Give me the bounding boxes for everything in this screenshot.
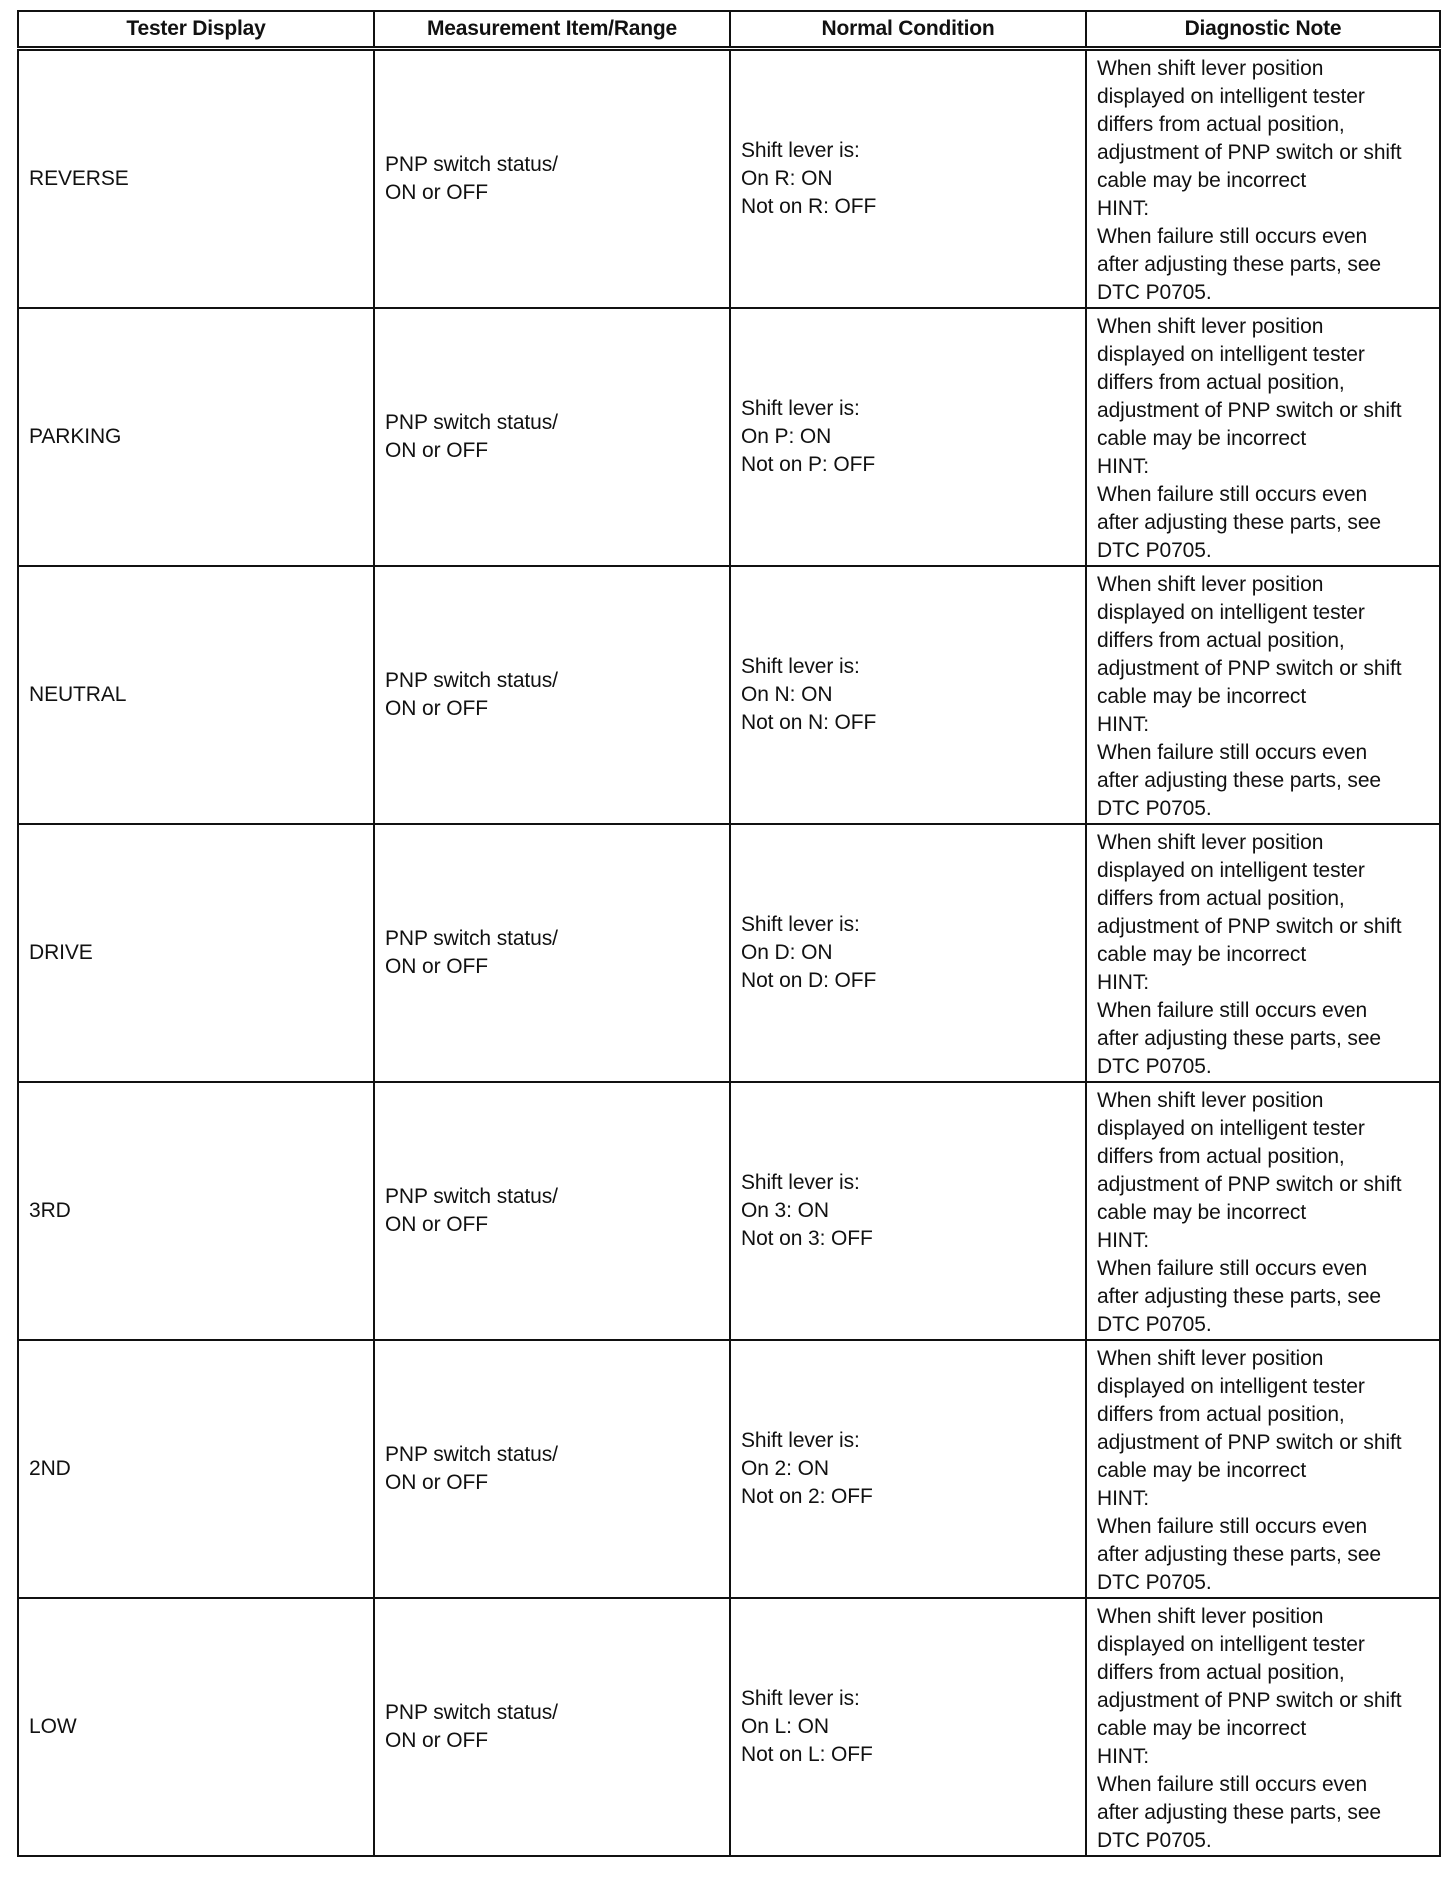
note-line: differs from actual position, (1097, 629, 1345, 652)
note-line: HINT: (1097, 1487, 1150, 1510)
note-line: differs from actual position, (1097, 887, 1345, 910)
measurement-line: ON or OFF (385, 181, 488, 204)
table-header (18, 11, 1440, 49)
tester-display-cell: 3RD (18, 1082, 374, 1340)
measurement-line: PNP switch status/ (385, 1443, 558, 1466)
note-line: DTC P0705. (1097, 1829, 1212, 1852)
document-page (17, 10, 1439, 1857)
condition-cell (730, 824, 1086, 1082)
note-line: DTC P0705. (1097, 1055, 1212, 1078)
note-line: When shift lever position (1097, 573, 1324, 596)
condition-line: Not on N: OFF (741, 711, 877, 734)
note-line: When failure still occurs even (1097, 1773, 1368, 1796)
note-line: after adjusting these parts, see (1097, 769, 1381, 792)
note-line: displayed on intelligent tester (1097, 1633, 1365, 1656)
measurement-cell (374, 1598, 730, 1856)
note-line: adjustment of PNP switch or shift (1097, 915, 1402, 938)
measurement-line: PNP switch status/ (385, 927, 558, 950)
condition-line: Not on R: OFF (741, 195, 877, 218)
measurement-line: PNP switch status/ (385, 1185, 558, 1208)
measurement-line: ON or OFF (385, 1213, 488, 1236)
note-line: displayed on intelligent tester (1097, 1375, 1365, 1398)
note-line: displayed on intelligent tester (1097, 859, 1365, 882)
note-line: displayed on intelligent tester (1097, 1117, 1365, 1140)
note-line: adjustment of PNP switch or shift (1097, 141, 1402, 164)
table-row (18, 824, 1440, 1082)
note-line: HINT: (1097, 1229, 1150, 1252)
note-line: When shift lever position (1097, 1347, 1324, 1370)
condition-line: Not on 3: OFF (741, 1227, 873, 1250)
tester-display-cell: PARKING (18, 308, 374, 566)
condition-line: Shift lever is: (741, 139, 860, 162)
note-line: HINT: (1097, 971, 1150, 994)
note-line: adjustment of PNP switch or shift (1097, 1173, 1402, 1196)
note-line: differs from actual position, (1097, 113, 1345, 136)
note-line: HINT: (1097, 713, 1150, 736)
condition-line: On 3: ON (741, 1199, 829, 1222)
note-line: cable may be incorrect (1097, 427, 1307, 450)
note-line: When shift lever position (1097, 57, 1324, 80)
condition-cell (730, 566, 1086, 824)
table-row (18, 1082, 1440, 1340)
note-line: adjustment of PNP switch or shift (1097, 399, 1402, 422)
measurement-cell (374, 1340, 730, 1598)
table-body (18, 49, 1440, 1857)
diagnostic-note-cell (1086, 566, 1440, 824)
condition-line: On D: ON (741, 941, 833, 964)
measurement-line: PNP switch status/ (385, 153, 558, 176)
note-line: adjustment of PNP switch or shift (1097, 1431, 1402, 1454)
note-line: displayed on intelligent tester (1097, 601, 1365, 624)
note-line: When failure still occurs even (1097, 225, 1368, 248)
header-row (18, 11, 1440, 49)
condition-line: On P: ON (741, 425, 832, 448)
condition-line: Not on 2: OFF (741, 1485, 873, 1508)
diagnostic-note-cell (1086, 1082, 1440, 1340)
measurement-cell (374, 566, 730, 824)
measurement-line: ON or OFF (385, 1729, 488, 1752)
note-line: When failure still occurs even (1097, 999, 1368, 1022)
measurement-line: ON or OFF (385, 955, 488, 978)
note-line: DTC P0705. (1097, 539, 1212, 562)
note-line: cable may be incorrect (1097, 1717, 1307, 1740)
condition-line: Not on D: OFF (741, 969, 877, 992)
note-line: cable may be incorrect (1097, 685, 1307, 708)
note-line: differs from actual position, (1097, 1145, 1345, 1168)
condition-line: On R: ON (741, 167, 833, 190)
condition-cell (730, 308, 1086, 566)
table-row (18, 1340, 1440, 1598)
note-line: DTC P0705. (1097, 281, 1212, 304)
header-tester-display: Tester Display (18, 11, 374, 49)
note-line: When shift lever position (1097, 1089, 1324, 1112)
note-line: adjustment of PNP switch or shift (1097, 657, 1402, 680)
measurement-line: PNP switch status/ (385, 669, 558, 692)
measurement-cell (374, 308, 730, 566)
header-diagnostic-note: Diagnostic Note (1086, 11, 1440, 49)
condition-line: On N: ON (741, 683, 833, 706)
condition-line: Shift lever is: (741, 655, 860, 678)
condition-line: On 2: ON (741, 1457, 829, 1480)
table-row (18, 1598, 1440, 1856)
note-line: When shift lever position (1097, 315, 1324, 338)
condition-cell (730, 1598, 1086, 1856)
diagnostic-note-cell (1086, 824, 1440, 1082)
note-line: after adjusting these parts, see (1097, 1801, 1381, 1824)
note-line: When shift lever position (1097, 831, 1324, 854)
condition-line: Not on L: OFF (741, 1743, 873, 1766)
note-line: after adjusting these parts, see (1097, 1285, 1381, 1308)
tester-display-cell: LOW (18, 1598, 374, 1856)
condition-cell (730, 1082, 1086, 1340)
table-row (18, 566, 1440, 824)
note-line: When failure still occurs even (1097, 483, 1368, 506)
measurement-line: ON or OFF (385, 697, 488, 720)
note-line: DTC P0705. (1097, 1313, 1212, 1336)
condition-line: Shift lever is: (741, 913, 860, 936)
diagnostic-note-cell (1086, 49, 1440, 309)
note-line: When failure still occurs even (1097, 1515, 1368, 1538)
note-line: displayed on intelligent tester (1097, 85, 1365, 108)
diagnostic-note-cell (1086, 308, 1440, 566)
diagnostic-note-cell (1086, 1598, 1440, 1856)
measurement-line: PNP switch status/ (385, 411, 558, 434)
note-line: HINT: (1097, 1745, 1150, 1768)
tester-display-cell: NEUTRAL (18, 566, 374, 824)
table-row (18, 308, 1440, 566)
note-line: DTC P0705. (1097, 797, 1212, 820)
tester-display-cell: 2ND (18, 1340, 374, 1598)
tester-display-cell: DRIVE (18, 824, 374, 1082)
diagnostic-note-cell (1086, 1340, 1440, 1598)
header-measurement-item: Measurement Item/Range (374, 11, 730, 49)
note-line: DTC P0705. (1097, 1571, 1212, 1594)
note-line: cable may be incorrect (1097, 169, 1307, 192)
note-line: HINT: (1097, 455, 1150, 478)
condition-line: Shift lever is: (741, 1687, 860, 1710)
data-list-table (17, 10, 1441, 1857)
condition-cell (730, 1340, 1086, 1598)
measurement-cell (374, 824, 730, 1082)
note-line: When shift lever position (1097, 1605, 1324, 1628)
condition-line: Shift lever is: (741, 1429, 860, 1452)
note-line: cable may be incorrect (1097, 943, 1307, 966)
note-line: after adjusting these parts, see (1097, 511, 1381, 534)
condition-line: Shift lever is: (741, 1171, 860, 1194)
header-normal-condition: Normal Condition (730, 11, 1086, 49)
note-line: When failure still occurs even (1097, 1257, 1368, 1280)
note-line: adjustment of PNP switch or shift (1097, 1689, 1402, 1712)
note-line: differs from actual position, (1097, 1403, 1345, 1426)
condition-line: Shift lever is: (741, 397, 860, 420)
measurement-cell (374, 49, 730, 309)
measurement-line: PNP switch status/ (385, 1701, 558, 1724)
condition-line: On L: ON (741, 1715, 829, 1738)
condition-cell (730, 49, 1086, 309)
note-line: When failure still occurs even (1097, 741, 1368, 764)
note-line: differs from actual position, (1097, 371, 1345, 394)
note-line: differs from actual position, (1097, 1661, 1345, 1684)
measurement-cell (374, 1082, 730, 1340)
note-line: cable may be incorrect (1097, 1459, 1307, 1482)
measurement-line: ON or OFF (385, 1471, 488, 1494)
note-line: cable may be incorrect (1097, 1201, 1307, 1224)
note-line: after adjusting these parts, see (1097, 1543, 1381, 1566)
note-line: HINT: (1097, 197, 1150, 220)
measurement-line: ON or OFF (385, 439, 488, 462)
note-line: after adjusting these parts, see (1097, 1027, 1381, 1050)
note-line: after adjusting these parts, see (1097, 253, 1381, 276)
tester-display-cell: REVERSE (18, 49, 374, 309)
note-line: displayed on intelligent tester (1097, 343, 1365, 366)
condition-line: Not on P: OFF (741, 453, 876, 476)
table-row (18, 49, 1440, 309)
